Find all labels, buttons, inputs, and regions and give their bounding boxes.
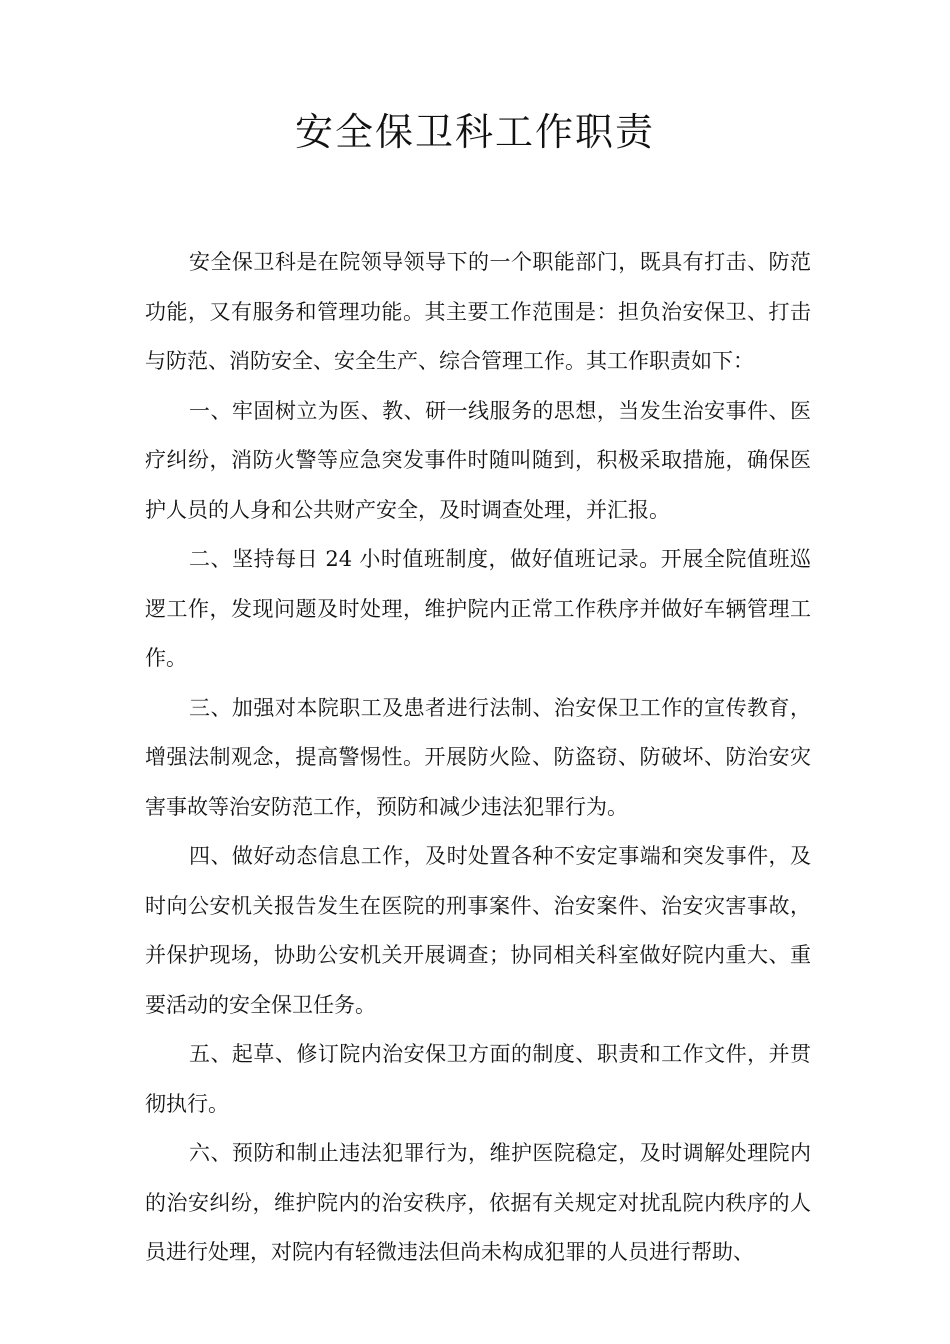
paragraph-item-1: 一、牢固树立为医、教、研一线服务的思想，当发生治安事件、医疗纠纷，消防火警等应急突发事件时随叫随到，积极采取措施，确保医护人员的人身和公共财产安全，及时调查处理，并汇报。 xyxy=(145,398,811,522)
paragraph-item-6: 六、预防和制止违法犯罪行为，维护医院稳定，及时调解处理院内的治安纠纷，维护院内的治安秩序，依据有关规定对扰乱院内秩序的人员进行处理，对院内有轻微违法但尚未构成犯罪的人员进行帮助、 xyxy=(145,1141,811,1264)
document-title xyxy=(0,102,950,162)
document-body xyxy=(145,238,811,1278)
paragraph-item-5: 五、起草、修订院内治安保卫方面的制度、职责和工作文件，并贯彻执行。 xyxy=(145,1042,811,1116)
paragraph-intro: 安全保卫科是在院领导领导下的一个职能部门，既具有打击、防范功能，又有服务和管理功能。其主要工作范围是：担负治安保卫、打击与防范、消防安全、安全生产、综合管理工作。其工作职责如下： xyxy=(145,250,811,373)
paragraph-item-2: 二、坚持每日 24 小时值班制度，做好值班记录。开展全院值班巡逻工作，发现问题及时处理，维护院内正常工作秩序并做好车辆管理工作。 xyxy=(145,547,811,670)
paragraph-item-4: 四、做好动态信息工作，及时处置各种不安定事端和突发事件，及时向公安机关报告发生在医院的刑事案件、治安案件、治安灾害事故，并保护现场，协助公安机关开展调查；协同相关科室做好院内重大、重要活动的安全保卫任务。 xyxy=(145,844,811,1017)
paragraph-item-3: 三、加强对本院职工及患者进行法制、治安保卫工作的宣传教育，增强法制观念，提高警惕性。开展防火险、防盗窃、防破坏、防治安灾害事故等治安防范工作，预防和减少违法犯罪行为。 xyxy=(145,695,811,819)
document-title-text: 安全保卫科工作职责 xyxy=(294,110,655,154)
